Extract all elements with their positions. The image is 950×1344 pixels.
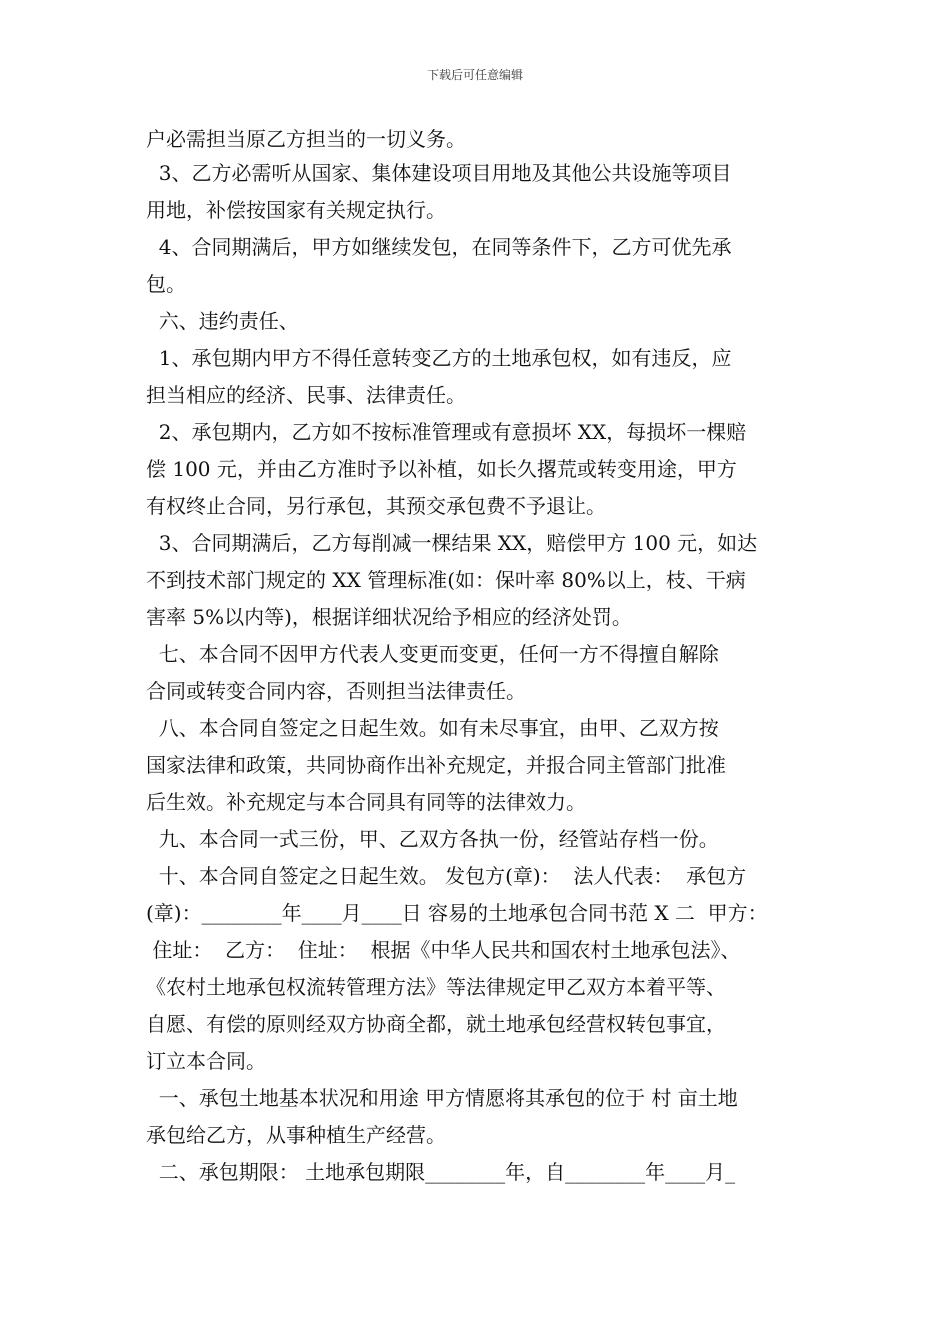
text-line: 《农村土地承包权流转管理方法》等法律规定甲乙双方本着平等、 — [146, 975, 726, 999]
text-line: 1、承包期内甲方不得任意转变乙方的土地承包权，如有违反，应 — [146, 346, 732, 370]
text-line: 后生效。补充规定与本合同具有同等的法律效力。 — [146, 790, 586, 814]
text-line: 2、承包期内，乙方如不按标准管理或有意损坏 XX，每损坏一棵赔 — [146, 420, 747, 444]
text-line: 担当相应的经济、民事、法律责任。 — [146, 383, 466, 407]
page-header: 下载后可任意编辑 — [426, 68, 523, 82]
text-line: 住址： 乙方： 住址： 根据《中华人民共和国农村土地承包法》、 — [146, 938, 741, 962]
text-line: 订立本合同。 — [146, 1049, 266, 1073]
text-line: 一、承包土地基本状况和用途 甲方情愿将其承包的位于 村 亩土地 — [146, 1086, 738, 1110]
text-line: 用地，补偿按国家有关规定执行。 — [146, 198, 446, 222]
text-line: 八、本合同自签定之日起生效。如有未尽事宜，由甲、乙双方按 — [146, 716, 719, 740]
text-line: 不到技术部门规定的 XX 管理标准(如：保叶率 80%以上，枝、干病 — [146, 568, 746, 592]
text-line: 3、合同期满后，乙方每削减一棵结果 XX，赔偿甲方 100 元，如达 — [146, 531, 758, 555]
text-line: 六、违约责任、 — [146, 309, 299, 333]
text-line: 包。 — [146, 272, 186, 296]
text-line: 有权终止合同，另行承包，其预交承包费不予退让。 — [146, 494, 606, 518]
text-line: 偿 100 元，并由乙方准时予以补植，如长久撂荒或转变用途，甲方 — [146, 457, 737, 481]
text-line: 十、本合同自签定之日起生效。 发包方(章)： 法人代表： 承包方 — [146, 864, 747, 888]
text-line: 二、承包期限： 土地承包期限________年，自________年____月_ — [146, 1160, 736, 1184]
text-line: 自愿、有偿的原则经双方协商全都，就土地承包经营权转包事宜， — [146, 1012, 726, 1036]
text-line: 合同或转变合同内容，否则担当法律责任。 — [146, 679, 526, 703]
text-line: 户必需担当原乙方担当的一切义务。 — [146, 127, 466, 151]
text-line: 害率 5%以内等)，根据详细状况给予相应的经济处罚。 — [146, 605, 632, 629]
text-line: 国家法律和政策，共同协商作出补充规定，并报合同主管部门批准 — [146, 753, 726, 777]
text-line: 3、乙方必需听从国家、集体建设项目用地及其他公共设施等项目 — [146, 161, 732, 185]
text-line: 承包给乙方，从事种植生产经营。 — [146, 1123, 446, 1147]
text-line: 九、本合同一式三份，甲、乙双方各执一份，经管站存档一份。 — [146, 827, 719, 851]
text-line: 4、合同期满后，甲方如继续发包，在同等条件下，乙方可优先承 — [146, 235, 732, 259]
text-line: (章)：________年____月____日 容易的土地承包合同书范 X 二 甲方： — [146, 901, 768, 925]
text-line: 七、本合同不因甲方代表人变更而变更，任何一方不得擅自解除 — [146, 642, 719, 666]
